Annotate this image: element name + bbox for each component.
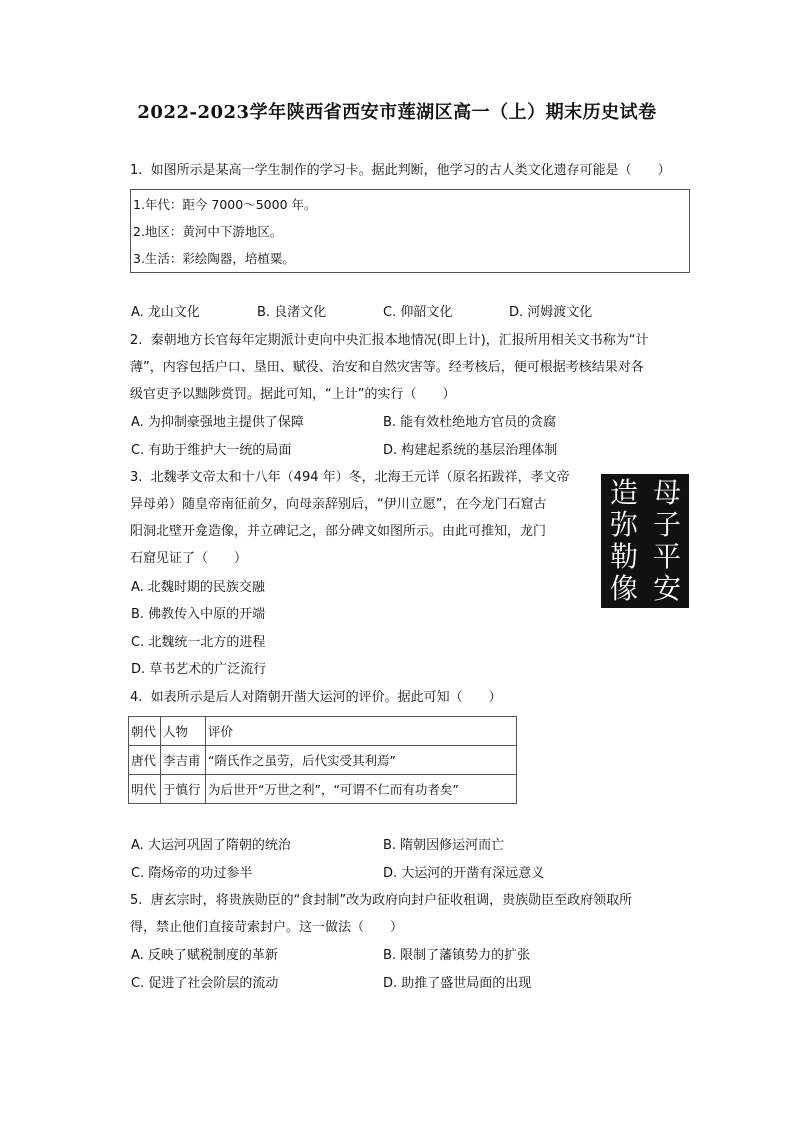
table-cell: “隋氏作之虽劳，后代实受其利焉” — [206, 746, 517, 775]
q5-option-c[interactable]: C. 促进了社会阶层的流动 — [131, 976, 279, 991]
q4-option-b[interactable]: B. 隋朝因修运河而亡 — [383, 838, 505, 853]
table-row — [129, 746, 517, 775]
q3-option-c[interactable]: C. 北魏统一北方的进程 — [131, 635, 266, 650]
q1-option-a[interactable]: A. 龙山文化 — [131, 305, 200, 320]
q2-option-c[interactable]: C. 有助于维护大一统的局面 — [131, 443, 292, 458]
q1-stem: 1. 如图所示是某高一学生制作的学习卡。据此判断，他学习的古人类文化遗存可能是（ ） — [130, 163, 671, 178]
table-cell: 于慎行 — [161, 775, 206, 804]
table-header-row — [129, 717, 517, 746]
q3-stem-line: 3. 北魏孝文帝太和十八年（494 年）冬，北海王元详（原名拓跋祥，孝文帝 — [130, 470, 570, 485]
q4-evaluation-table — [128, 716, 517, 804]
inscription-char: 母 — [652, 476, 681, 509]
q2-option-d[interactable]: D. 构建起系统的基层治理体制 — [383, 443, 558, 458]
inscription-char: 平 — [652, 540, 681, 573]
q5-option-a[interactable]: A. 反映了赋税制度的革新 — [131, 948, 278, 963]
exam-title: 2022-2023学年陕西省西安市莲湖区高一（上）期末历史试卷 — [137, 102, 657, 123]
q4-option-d[interactable]: D. 大运河的开凿有深远意义 — [383, 866, 545, 881]
q1-option-b[interactable]: B. 良渚文化 — [257, 305, 327, 320]
q4-option-c[interactable]: C. 隋炀帝的功过参半 — [131, 866, 253, 881]
inscription-char: 安 — [652, 572, 681, 605]
q1-study-card — [130, 189, 690, 273]
q5-stem-line: 5. 唐玄宗时，将贵族勋臣的“食封制”改为政府向封户征收租调，贵族勋臣至政府领取所 — [130, 893, 633, 908]
q3-option-b[interactable]: B. 佛教传入中原的开端 — [131, 607, 266, 622]
q1-card-line: 2.地区：黄河中下游地区。 — [133, 224, 283, 239]
q5-option-d[interactable]: D. 助推了盛世局面的出现 — [383, 976, 532, 991]
table-header-cell: 评价 — [206, 717, 517, 746]
table-header-cell: 人物 — [161, 717, 206, 746]
inscription-char: 勒 — [609, 540, 638, 573]
q1-card-line: 1.年代：距今 7000～5000 年。 — [133, 197, 317, 212]
q3-option-a[interactable]: A. 北魏时期的民族交融 — [131, 580, 265, 595]
q1-card-line: 3.生活：彩绘陶器，培植粟。 — [133, 251, 295, 266]
table-row — [129, 775, 517, 804]
q2-stem-line: 2. 秦朝地方长官每年定期派计吏向中央汇报本地情况(即上计)，汇报所用相关文书称为“计 — [130, 333, 649, 348]
inscription-char: 造 — [609, 476, 638, 509]
q3-option-d[interactable]: D. 草书艺术的广泛流行 — [131, 662, 267, 677]
stele-inscription-image — [601, 474, 689, 608]
table-cell: 明代 — [129, 775, 161, 804]
q2-stem-line: 级官吏予以黜陟赏罚。据此可知，“上计”的实行（ ） — [130, 387, 456, 402]
q1-option-d[interactable]: D. 河姆渡文化 — [509, 305, 593, 320]
table-cell: 为后世开“万世之利”，“可谓不仁而有功者矣” — [206, 775, 517, 804]
q3-stem-line: 异母弟）随皇帝南征前夕，向母亲辞别后，“伊川立愿”，在今龙门石窟古 — [130, 497, 547, 512]
inscription-char: 子 — [652, 508, 681, 541]
q3-stem-line: 石窟见证了（ ） — [130, 551, 248, 566]
q4-option-a[interactable]: A. 大运河巩固了隋朝的统治 — [131, 838, 291, 853]
q4-stem: 4. 如表所示是后人对隋朝开凿大运河的评价。据此可知（ ） — [130, 690, 502, 705]
q2-option-a[interactable]: A. 为抑制豪强地主提供了保障 — [131, 415, 304, 430]
q5-stem-line: 得，禁止他们直接苛索封户。这一做法（ ） — [130, 920, 404, 935]
q5-option-b[interactable]: B. 限制了藩镇势力的扩张 — [383, 948, 531, 963]
inscription-char: 弥 — [609, 508, 638, 541]
table-header-cell: 朝代 — [129, 717, 161, 746]
q2-stem-line: 薄”，内容包括户口、垦田、赋役、治安和自然灾害等。经考核后，便可根据考核结果对各 — [130, 360, 644, 375]
q2-option-b[interactable]: B. 能有效杜绝地方官员的贪腐 — [383, 415, 557, 430]
inscription-char: 像 — [609, 572, 638, 605]
table-cell: 唐代 — [129, 746, 161, 775]
q3-stem-line: 阳洞北壁开龛造像，并立碑记之，部分碑文如图所示。由此可推知，龙门 — [130, 524, 547, 539]
table-cell: 李吉甫 — [161, 746, 206, 775]
q1-option-c[interactable]: C. 仰韶文化 — [383, 305, 453, 320]
